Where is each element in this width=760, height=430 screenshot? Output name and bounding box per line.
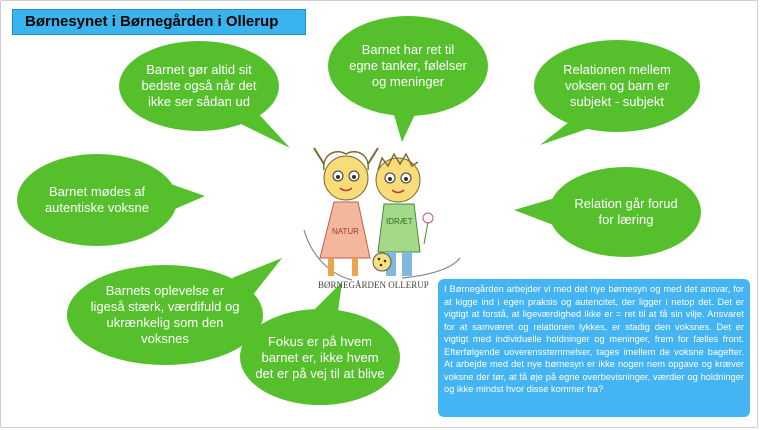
bubble-fokus: Fokus er på hvem barnet er, ikke hvem det er på vej til at blive	[255, 334, 385, 381]
bubble-autentiske: Barnet mødes af autentiske voksne	[44, 184, 150, 215]
bubble-tanker: Barnet har ret til egne tanker, følelser og meninger	[349, 42, 467, 89]
page-title: Børnesynet i Børnegården i Ollerup	[12, 9, 306, 35]
logo-shirt-left: NATUR	[332, 227, 359, 236]
bubble-bedste: Barnet gør altid sit bedste også når det ikke ser sådan ud	[141, 62, 257, 109]
bubble-laering: Relation går forud for læring	[574, 196, 678, 227]
bubble-relation-subjekt: Relationen mellem voksen og barn er subjekt - subjekt	[563, 62, 671, 109]
bubble-oplevelse: Barnets oplevelse er ligeså stærk, værdifuld og ukrænkelig som den voksnes	[90, 283, 240, 346]
logo-shirt-right: IDRÆT	[386, 217, 413, 226]
info-box: I Børnegården arbejder vi med det nye børnesyn og med det ansvar, for at kigge ind i egen praksis og autencitet, der ligger i netop det. Det er vigtigt at forstå, at ligeværdighed ikke er = ret til at få sin vilje. Ansvaret for at samværet og relationen lykkes, er stadig den voksnes. Det er vigtigt med individuelle holdninger og meninger, frem for fælles front. Efterfølgende uoverensstemmelser, tages imellem de voksne bagefter. At arbejde med det nye børnesyn er ikke nogen nem opgave og kræver voksne der tør, at få øje på egne overbevisninger, værdier og holdninger og ikke mindst hvor disse kommer fra?	[438, 279, 750, 417]
logo-illustration	[292, 140, 472, 295]
logo-caption: BØRNEGÅRDEN OLLERUP	[318, 280, 429, 290]
